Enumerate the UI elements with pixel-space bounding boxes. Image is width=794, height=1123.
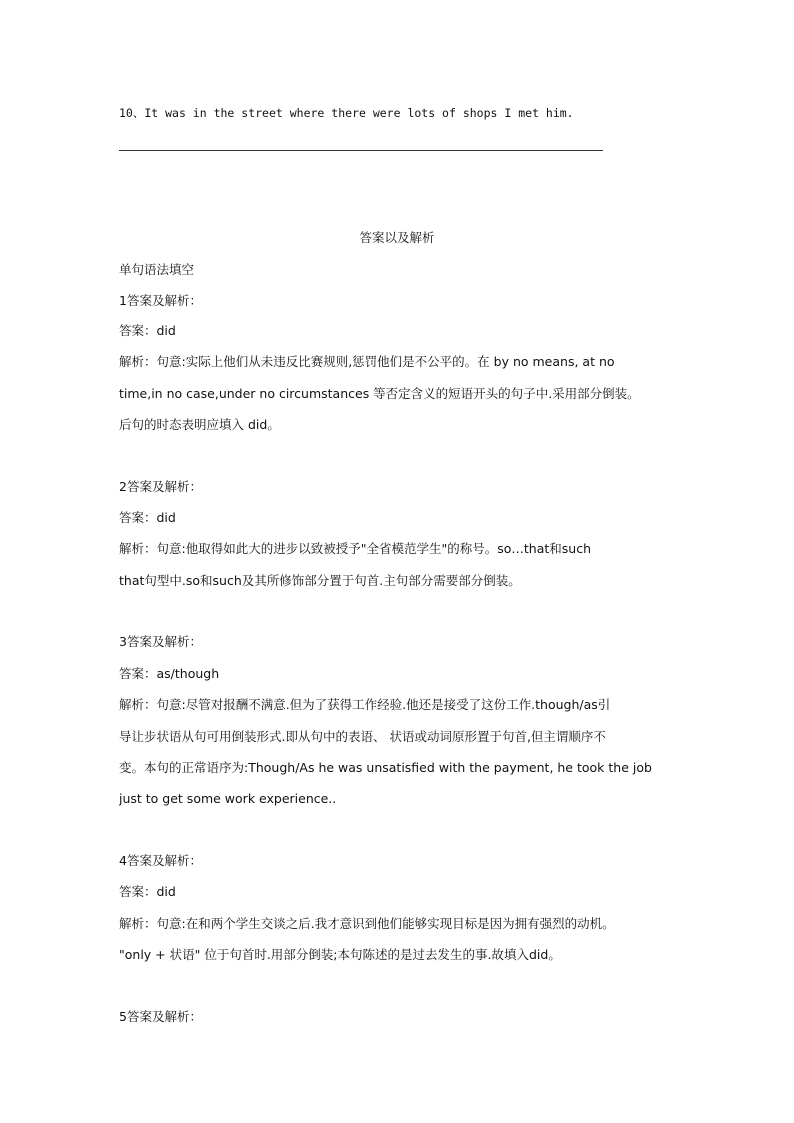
- item-2-analysis-line-2: that句型中.so和such及其所修饰部分置于句首.主句部分需要部分倒装。: [119, 573, 521, 588]
- item-1-answer: 答案：did: [119, 323, 176, 338]
- item-4-analysis-line-1: 解析：句意:在和两个学生交谈之后.我才意识到他们能够实现目标是因为拥有强烈的动机。: [119, 916, 615, 931]
- item-1-head: 1答案及解析：: [119, 293, 202, 308]
- item-2-answer: 答案：did: [119, 510, 176, 525]
- item-3-answer: 答案：as/though: [119, 666, 220, 681]
- question-10: 10、It was in the street where there were lots of shops I met him.: [119, 106, 574, 120]
- item-3-analysis-line-4: just to get some work experience..: [119, 791, 337, 806]
- item-3-analysis-line-2: 导让步状语从句可用倒装形式.即从句中的表语、 状语或动词原形置于句首,但主谓顺序不: [119, 729, 606, 744]
- item-2-head: 2答案及解析：: [119, 479, 202, 494]
- section-title: 单句语法填空: [119, 262, 195, 277]
- item-1-analysis-line-1: 解析：句意:实际上他们从未违反比赛规则,惩罚他们是不公平的。在 by no means, at no: [119, 354, 615, 369]
- answers-title: 答案以及解析: [359, 230, 435, 245]
- item-3-analysis-line-3: 变。本句的正常语序为:Though/As he was unsatisfied with the payment, he took the job: [119, 760, 652, 775]
- answer-blank-line: [119, 150, 603, 151]
- item-4-analysis-line-2: "only + 状语" 位于句首时.用部分倒装;本句陈述的是过去发生的事.故填入did。: [119, 947, 561, 962]
- item-1-analysis-line-3: 后句的时态表明应填入 did。: [119, 417, 280, 432]
- item-4-answer: 答案：did: [119, 884, 176, 899]
- item-4-head: 4答案及解析：: [119, 853, 202, 868]
- item-5-head: 5答案及解析：: [119, 1009, 202, 1024]
- item-1-analysis-line-2: time,in no case,under no circumstances 等否定含义的短语开头的句子中.采用部分倒装。: [119, 386, 640, 401]
- item-3-analysis-line-1: 解析：句意:尽管对报酬不满意.但为了获得工作经验.他还是接受了这份工作.though/as引: [119, 697, 611, 712]
- item-3-head: 3答案及解析：: [119, 634, 202, 649]
- item-2-analysis-line-1: 解析：句意:他取得如此大的进步以致被授予"全省模范学生"的称号。so…that和such: [119, 541, 591, 556]
